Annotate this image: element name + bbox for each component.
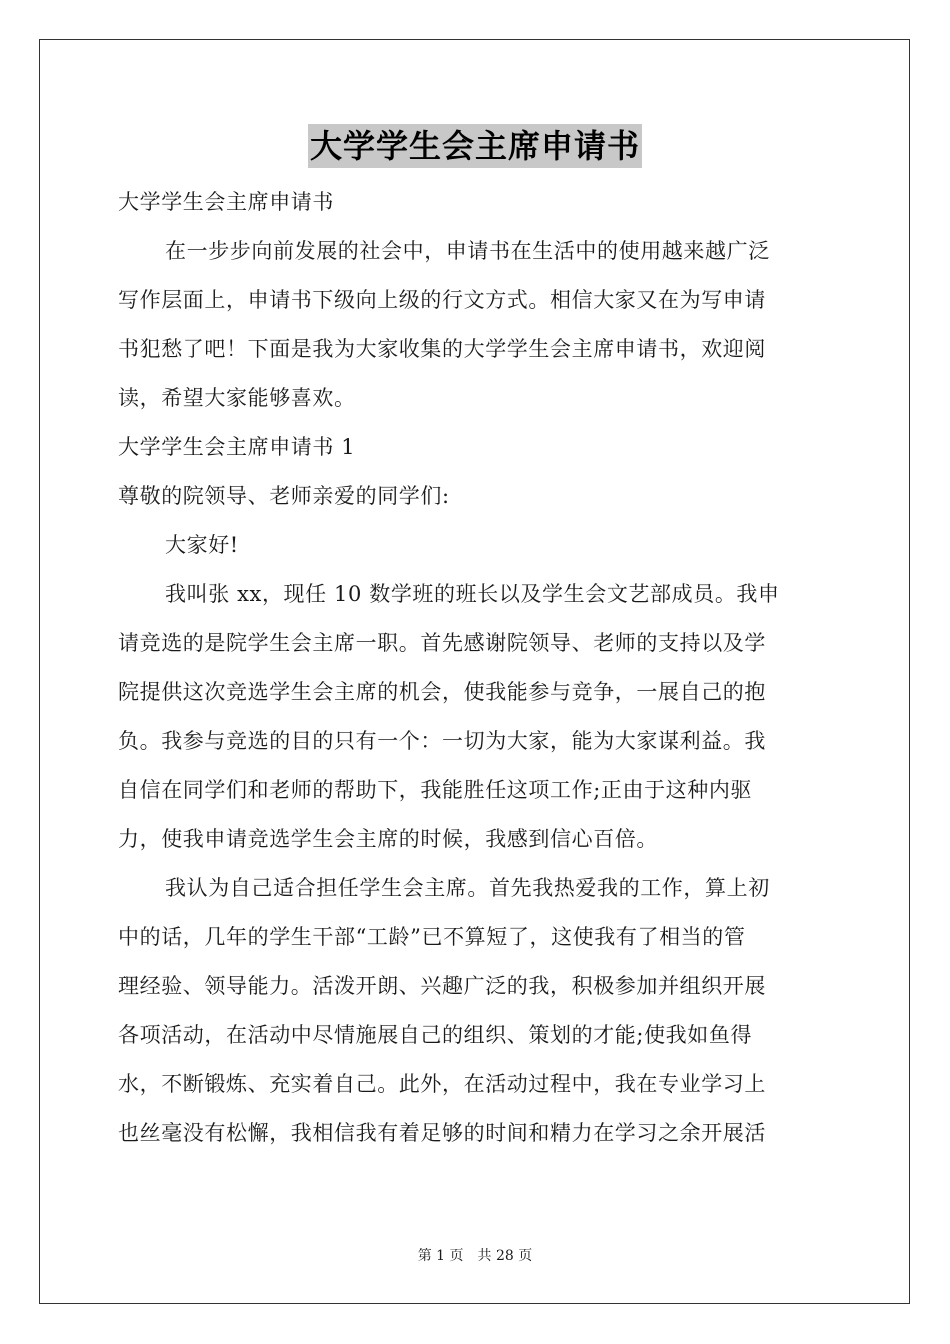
body-line: 写作层面上，申请书下级向上级的行文方式。相信大家又在为写申请 <box>118 288 766 312</box>
body-line: 水，不断锻炼、充实着自己。此外，在活动过程中，我在专业学习上 <box>118 1072 766 1096</box>
section-heading: 大学学生会主席申请书 1 <box>118 435 356 459</box>
page-footer <box>0 1246 950 1266</box>
body-line: 书犯愁了吧！下面是我为大家收集的大学学生会主席申请书，欢迎阅 <box>118 337 766 361</box>
body-line: 中的话，几年的学生干部“工龄”已不算短了，这使我有了相当的管 <box>118 925 746 949</box>
document-title: 大学学生会主席申请书 <box>308 124 642 168</box>
body-line: 也丝毫没有松懈，我相信我有着足够的时间和精力在学习之余开展活 <box>118 1121 766 1145</box>
body-line: 请竞选的是院学生会主席一职。首先感谢院领导、老师的支持以及学 <box>118 631 766 655</box>
body-line: 我认为自己适合担任学生会主席。首先我热爱我的工作，算上初 <box>165 876 770 900</box>
page-number: 第 1 页 <box>417 1248 464 1264</box>
body-line: 理经验、领导能力。活泼开朗、兴趣广泛的我，积极参加并组织开展 <box>118 974 766 998</box>
body-line: 院提供这次竞选学生会主席的机会，使我能参与竞争，一展自己的抱 <box>118 680 766 704</box>
body-line: 大学学生会主席申请书 <box>118 190 334 214</box>
body-line: 负。我参与竞选的目的只有一个：一切为大家，能为大家谋利益。我 <box>118 729 766 753</box>
document-body <box>118 178 834 1158</box>
body-line: 读，希望大家能够喜欢。 <box>118 386 356 410</box>
page-total: 共 28 页 <box>477 1248 533 1264</box>
body-line: 各项活动，在活动中尽情施展自己的组织、策划的才能;使我如鱼得 <box>118 1023 753 1047</box>
body-line: 我叫张 xx，现任 10 数学班的班长以及学生会文艺部成员。我申 <box>165 582 780 606</box>
greeting: 大家好! <box>165 533 239 557</box>
title-container <box>0 124 950 168</box>
salutation: 尊敬的院领导、老师亲爱的同学们: <box>118 484 450 508</box>
body-line: 自信在同学们和老师的帮助下，我能胜任这项工作;正由于这种内驱 <box>118 778 753 802</box>
body-line: 力，使我申请竞选学生会主席的时候，我感到信心百倍。 <box>118 827 658 851</box>
body-line: 在一步步向前发展的社会中，申请书在生活中的使用越来越广泛 <box>165 239 770 263</box>
